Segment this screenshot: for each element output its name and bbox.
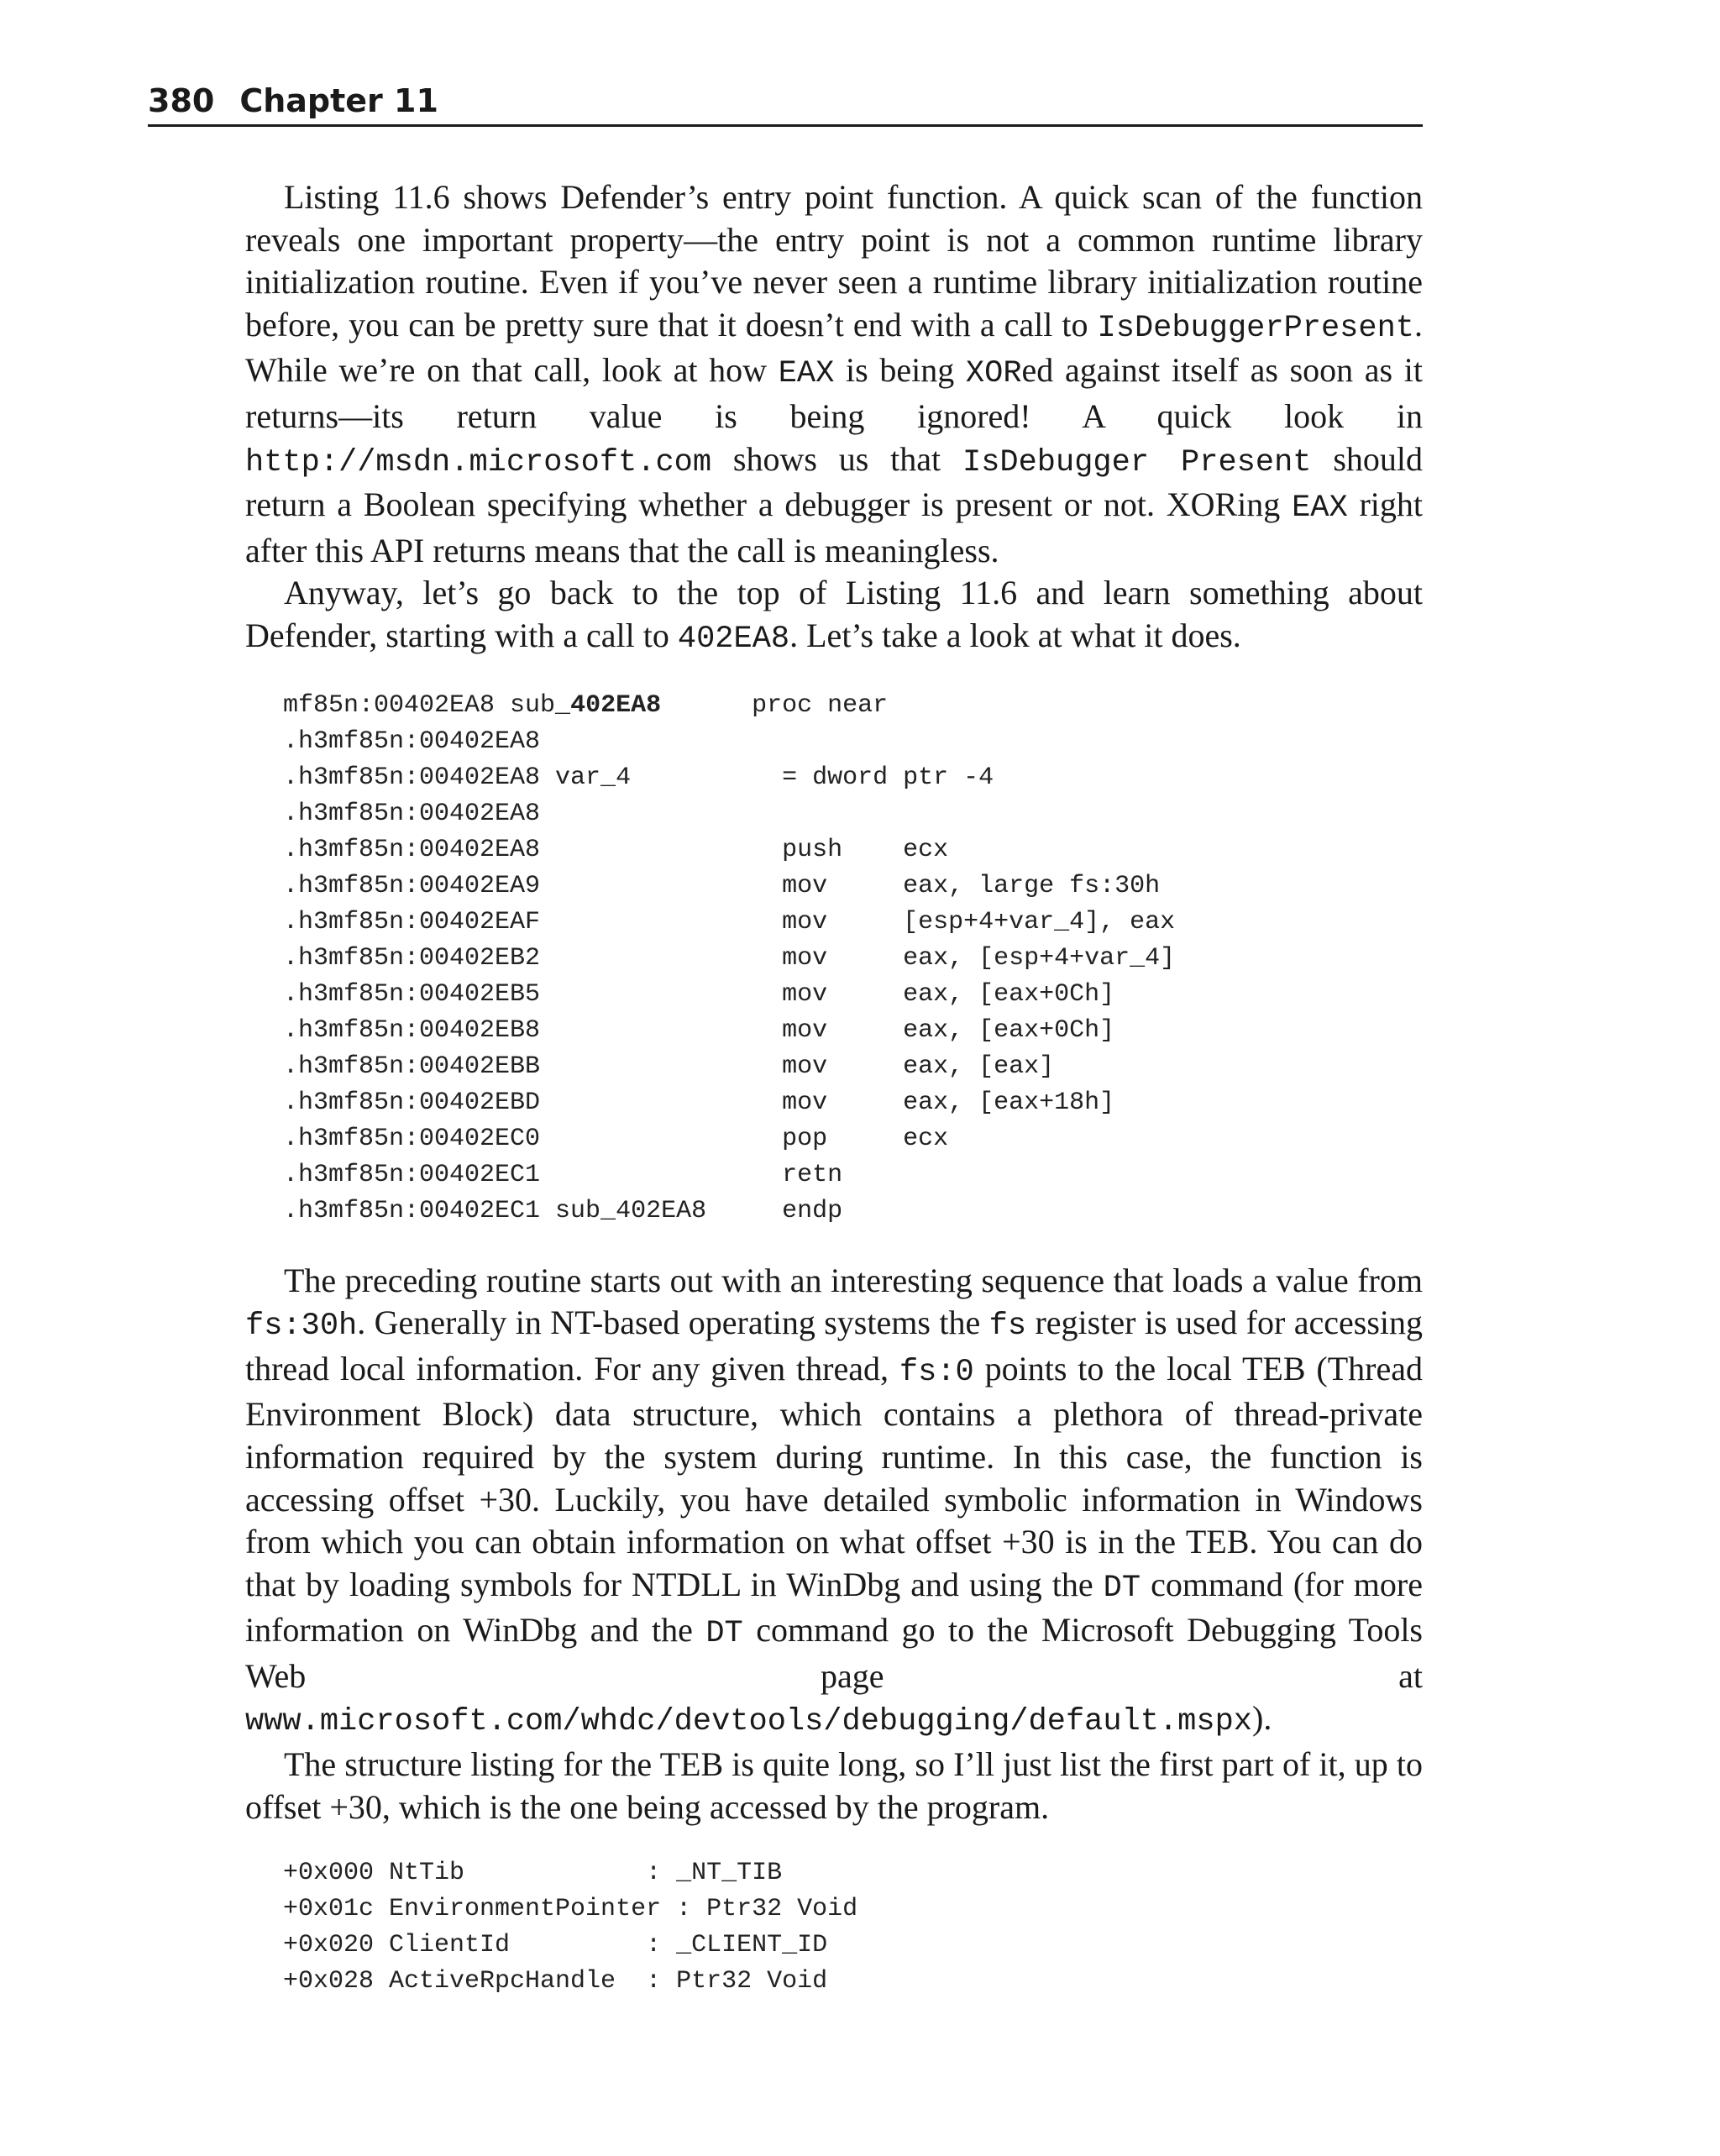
code-line: +0x020 ClientId : _CLIENT_ID [283,1931,828,1960]
code-line: .h3mf85n:00402EC1 sub_402EA8 endp [283,1196,843,1225]
paragraph-call-402ea8: Anyway, let’s go back to the top of Listing 11.6 and learn something about Defender, starting with a call to 402EA8. Let’s take a look at what it does. [245,574,1423,657]
code-line: .h3mf85n:00402EAF mov [esp+4+var_4], eax [283,907,1176,936]
code-listing-teb [283,1855,1423,2000]
page-body [245,176,1423,2030]
code-line: .h3mf85n:00402EB8 mov eax, [eax+0Ch] [283,1015,1115,1045]
code-line: .h3mf85n:00402EB2 mov eax, [esp+4+var_4] [283,943,1176,973]
code-line: .h3mf85n:00402EA9 mov eax, large fs:30h [283,871,1161,900]
running-header [148,81,1423,127]
chapter-title: Chapter 11 [239,82,438,119]
code-listing-sub-402ea8 [283,688,1423,1230]
code-line: .h3mf85n:00402EC0 pop ecx [283,1124,949,1153]
code-line: +0x01c EnvironmentPointer : Ptr32 Void [283,1895,858,1924]
code-line: .h3mf85n:00402EC1 retn [283,1160,843,1189]
page-number: 380 [148,82,215,119]
code-line: +0x028 ActiveRpcHandle : Ptr32 Void [283,1967,828,1996]
code-line: .h3mf85n:00402EA8 var_4 = dword ptr -4 [283,763,994,792]
code-line: .h3mf85n:00402EA8 push ecx [283,835,949,864]
code-line: .h3mf85n:00402EBD mov eax, [eax+18h] [283,1088,1115,1117]
paragraph-fs-register: The preceding routine starts out with an interesting sequence that loads a value from fs:30h. Generally in NT-based operating systems the fs register is used for accessing thread local information. For any given thread, fs:0 points to the local TEB (Thread Environment Block) data structure, which contains a plethora of thread-private information required by the system during runtime. In this case, the function is accessing offset +30. Luckily, you have detailed symbolic information in Windows from which you can obtain information on what offset +30 is in the TEB. You can do that by loading symbols for NTDLL in WinDbg and using the DT command (for more information on WinDbg and the DT command go to the Microsoft Debugging Tools Web page at www.microsoft.com/whdc/devtools/debugging/default.mspx). [245,1261,1424,1740]
code-line: .h3mf85n:00402EB5 mov eax, [eax+0Ch] [283,979,1115,1009]
code-line: .h3mf85n:00402EBB mov eax, [eax] [283,1052,1055,1081]
paragraph-entry-point: Listing 11.6 shows Defender’s entry point function. A quick scan of the function reveals one important property—the entry point is not a common runtime library initialization routine. Even if you’ve never seen a runtime library initialization routine before, you can be pretty sure that it doesn’t end with a call to IsDebuggerPresent. While we’re on that call, look at how EAX is being XORed against itself as soon as it returns—its return value is being ignored! A quick look in http://msdn.microsoft.com shows us that IsDebugger Present should return a Boolean specifying whether a debugger is present or not. XORing EAX right after this API returns means that the call is meaningless. [245,178,1424,569]
code-line: .h3mf85n:00402EA8 [283,799,541,828]
code-line: mf85n:00402EA8 sub_402EA8 proc near [283,690,889,720]
paragraph-teb-listing: The structure listing for the TEB is quite long, so I’ll just list the first part of it, up to offset +30, which is the one being accessed by the program. [245,1745,1423,1826]
code-line: +0x000 NtTib : _NT_TIB [283,1859,783,1888]
code-line: .h3mf85n:00402EA8 [283,727,541,756]
